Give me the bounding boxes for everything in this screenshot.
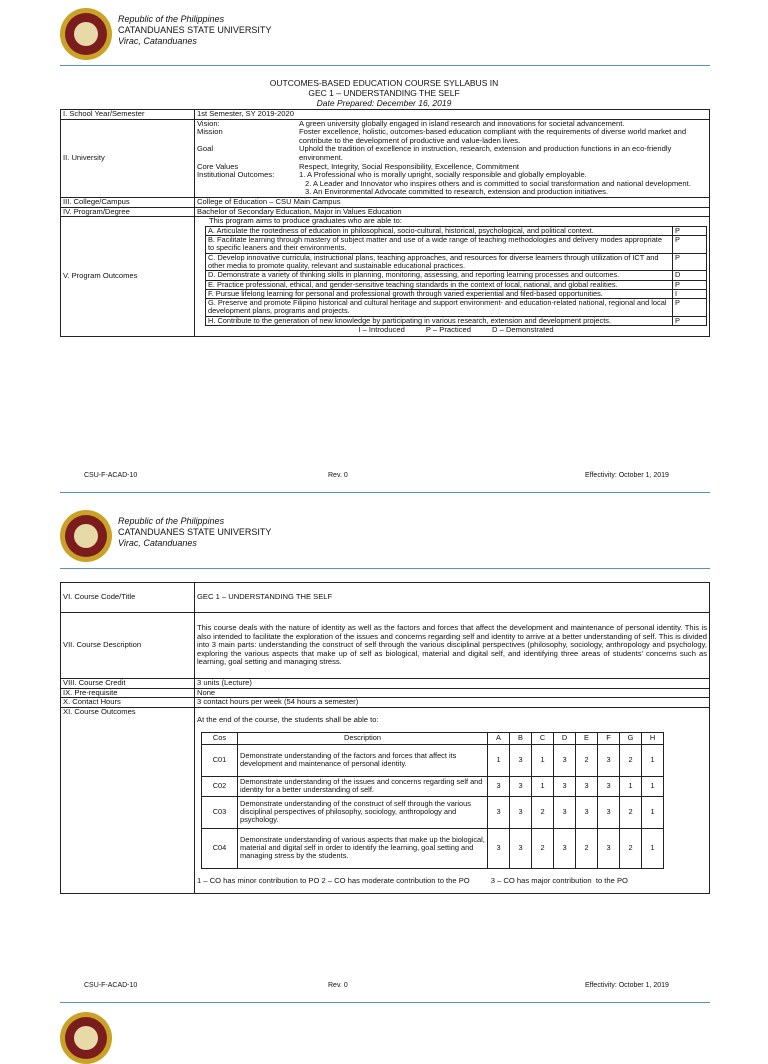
po-level: P xyxy=(673,316,707,325)
label-school-year: I. School Year/Semester xyxy=(61,110,195,120)
co-header: G xyxy=(620,733,642,744)
header-rule xyxy=(60,65,710,66)
co-score: 2 xyxy=(620,796,642,828)
po-text: C. Develop innovative curricula, instructional plans, teaching approaches, and resources for diverse learners through utilization of ICT and other media to promote quality, relevant and sustainable educational practices. xyxy=(206,253,673,271)
institutional-outcomes-label: Institutional Outcomes: xyxy=(197,170,275,180)
form-code: CSU-F-ACAD-10 xyxy=(84,472,138,479)
co-score: 1 xyxy=(488,744,510,776)
value-program: Bachelor of Secondary Education, Major in Values Education xyxy=(195,207,710,217)
value-course-description: This course deals with the nature of identity as well as the factors and forces that affect the development and maintenance of personal identity. This is also intended to facilitate the exploration of the issues and concerns regarding self and identity to arrive at a better understanding of self. This is divided into 3 main parts: understanding the construct of self through the various disciplinal perspectives (philosophy, sociology, anthropology and psychology, exploring the various aspects that make up of self as biological, material and digital self, and identifying three areas of students' concerns such as learning, goal setting and managing stress. xyxy=(195,613,710,679)
co-score: 3 xyxy=(598,744,620,776)
co-score: 2 xyxy=(576,828,598,868)
po-text: H. Contribute to the generation of new knowledge by participating in various research, extension and development projects. xyxy=(206,316,673,325)
program-outcomes-cell xyxy=(195,217,710,336)
institutional-outcome-3: 3. An Environmental Advocate committed to research, extension and production initiatives. xyxy=(305,187,609,197)
university-seal-icon xyxy=(60,1012,112,1064)
co-intro: At the end of the course, the students shall be able to: xyxy=(197,714,379,724)
date-prepared: Date Prepared: December 16, 2019 xyxy=(316,98,452,108)
course-outcomes-table xyxy=(201,732,664,868)
co-score: 3 xyxy=(488,828,510,868)
program-outcomes-table xyxy=(205,226,707,326)
row-course-outcomes xyxy=(61,707,710,893)
row-school-year xyxy=(61,110,710,120)
po-row xyxy=(206,271,707,280)
row-prerequisite xyxy=(61,688,710,698)
po-level: I xyxy=(673,289,707,298)
label-program: IV. Program/Degree xyxy=(61,207,195,217)
value-course-code: GEC 1 – UNDERSTANDING THE SELF xyxy=(195,583,710,613)
row-college xyxy=(61,197,710,207)
co-score: 3 xyxy=(510,828,532,868)
co-score: 2 xyxy=(532,828,554,868)
form-code: CSU-F-ACAD-10 xyxy=(84,982,138,989)
row-program-outcomes xyxy=(61,217,710,336)
mission-text: Foster excellence, holistic, outcomes-based education compliant with the requirements of diverse world market and contribute to the development of productive and value-laden lives. xyxy=(299,127,687,145)
co-header: Cos xyxy=(202,733,238,744)
value-school-year: 1st Semester, SY 2019-2020 xyxy=(195,110,710,120)
co-header: H xyxy=(642,733,664,744)
po-level: P xyxy=(673,236,707,254)
co-score: 1 xyxy=(642,776,664,796)
po-intro: This program aims to produce graduates who are able to: xyxy=(209,216,402,226)
co-header: B xyxy=(510,733,532,744)
co-header: A xyxy=(488,733,510,744)
header-location: Virac, Catanduanes xyxy=(118,538,197,548)
core-values-label: Core Values xyxy=(197,161,239,171)
syllabus-title xyxy=(0,78,768,108)
co-score: 3 xyxy=(510,796,532,828)
po-row xyxy=(206,236,707,254)
label-course-description: VII. Course Description xyxy=(61,613,195,679)
co-score: 3 xyxy=(576,776,598,796)
co-score: 3 xyxy=(554,776,576,796)
co-description: Demonstrate understanding of various aspects that make up the biological, material and digital self in order to identify the learning, goal setting and managing stress by the students. xyxy=(238,828,488,868)
co-header: D xyxy=(554,733,576,744)
co-score: 3 xyxy=(576,796,598,828)
po-level: P xyxy=(673,253,707,271)
co-score: 3 xyxy=(488,776,510,796)
label-course-code: VI. Course Code/Title xyxy=(61,583,195,613)
co-row xyxy=(202,776,664,796)
label-course-credit: VIII. Course Credit xyxy=(61,679,195,689)
revision: Rev. 0 xyxy=(328,982,348,989)
vision-label: Vision: xyxy=(197,118,220,128)
co-score: 3 xyxy=(488,796,510,828)
co-score: 1 xyxy=(642,744,664,776)
header-university: CATANDUANES STATE UNIVERSITY xyxy=(118,527,272,537)
institutional-outcome-2: 2. A Leader and Innovator who inspires others and is committed to social transformation and national development. xyxy=(305,178,691,188)
effectivity: Effectivity: October 1, 2019 xyxy=(585,982,669,989)
row-course-description xyxy=(61,613,710,679)
footer-rule xyxy=(60,492,710,493)
po-text: A. Articulate the rootedness of education in philosophical, socio-cultural, historical, psychological, and political context. xyxy=(206,226,673,235)
po-row xyxy=(206,280,707,289)
co-legend: 1 – CO has minor contribution to PO 2 – CO has moderate contribution to the PO 3 – CO has major contribution to the PO xyxy=(197,875,628,885)
vision-text: A green university globally engaged in island research and innovations for societal advancement. xyxy=(299,118,625,128)
co-score: 1 xyxy=(642,828,664,868)
effectivity: Effectivity: October 1, 2019 xyxy=(585,472,669,479)
co-header: Description xyxy=(238,733,488,744)
co-score: 2 xyxy=(576,744,598,776)
university-seal-icon xyxy=(60,8,112,60)
co-description: Demonstrate understanding of the construct of self through the various disciplinal perspectives of philosophy, sociology, anthropology and psychology. xyxy=(238,796,488,828)
footer-rule xyxy=(60,1002,710,1003)
co-score: 2 xyxy=(620,828,642,868)
goal-label: Goal xyxy=(197,144,214,154)
co-score: 3 xyxy=(554,828,576,868)
header-republic: Republic of the Philippines xyxy=(118,516,225,526)
co-header: C xyxy=(532,733,554,744)
co-score: 3 xyxy=(598,796,620,828)
po-legend: I – Introduced P – Practiced D – Demonstrated xyxy=(358,324,554,334)
course-outcomes-cell xyxy=(195,707,710,893)
co-score: 3 xyxy=(554,744,576,776)
co-score: 3 xyxy=(598,828,620,868)
institutional-outcome-1: 1. A Professional who is morally upright, socially responsible and globally employable. xyxy=(299,170,587,180)
po-level: P xyxy=(673,226,707,235)
co-row xyxy=(202,796,664,828)
header-location: Virac, Catanduanes xyxy=(118,36,197,46)
po-row xyxy=(206,299,707,317)
university-details xyxy=(195,119,710,197)
label-course-outcomes: XI. Course Outcomes xyxy=(61,707,195,893)
co-description: Demonstrate understanding of the factors and forces that affect its development and maintenance of personal identity. xyxy=(238,744,488,776)
co-score: 2 xyxy=(532,796,554,828)
value-course-credit: 3 units (Lecture) xyxy=(195,679,710,689)
header-republic: Republic of the Philippines xyxy=(118,14,225,24)
co-score: 3 xyxy=(598,776,620,796)
goal-text: Uphold the tradition of excellence in instruction, research, extension and production functions in an eco-friendly environment. xyxy=(299,144,672,162)
mission-label: Mission xyxy=(197,127,223,137)
row-contact-hours xyxy=(61,698,710,708)
co-score: 3 xyxy=(510,776,532,796)
po-text: B. Facilitate learning through mastery of subject matter and use of a wide range of teaching methodologies and delivery modes appropriate to specific leaners and their environments. xyxy=(206,236,673,254)
co-score: 3 xyxy=(510,744,532,776)
page2-header xyxy=(60,510,710,566)
co-score: 2 xyxy=(620,744,642,776)
syllabus-table-page1 xyxy=(60,109,710,337)
co-score: 1 xyxy=(532,744,554,776)
po-text: F. Pursue lifelong learning for personal and professional growth through varied experiential and filed-based opportunities. xyxy=(206,289,673,298)
syllabus-table-page2 xyxy=(60,582,710,894)
row-course-credit xyxy=(61,679,710,689)
value-prerequisite: None xyxy=(195,688,710,698)
co-code: C01 xyxy=(202,744,238,776)
po-text: E. Practice professional, ethical, and gender-sensitive teaching standards in the context of local, national, and global realities. xyxy=(206,280,673,289)
po-text: G. Preserve and promote Filipino historical and cultural heritage and support environment- and education-related national, regional and local development plans, programs and projects. xyxy=(206,299,673,317)
po-level: P xyxy=(673,280,707,289)
co-header: E xyxy=(576,733,598,744)
co-description: Demonstrate understanding of the issues and concerns regarding self and identity for a better understanding of self. xyxy=(238,776,488,796)
co-code: C04 xyxy=(202,828,238,868)
co-code: C03 xyxy=(202,796,238,828)
po-level: D xyxy=(673,271,707,280)
co-row xyxy=(202,744,664,776)
label-prerequisite: IX. Pre-requisite xyxy=(61,688,195,698)
title-line2: GEC 1 – UNDERSTANDING THE SELF xyxy=(308,88,460,98)
po-level: P xyxy=(673,299,707,317)
value-contact-hours: 3 contact hours per week (54 hours a semester) xyxy=(195,698,710,708)
po-text: D. Demonstrate a variety of thinking skills in planning, monitoring, assessing, and reporting learning processes and outcomes. xyxy=(206,271,673,280)
row-university xyxy=(61,119,710,197)
co-header-row xyxy=(202,733,664,744)
po-row xyxy=(206,253,707,271)
spacer xyxy=(197,180,299,189)
label-university: II. University xyxy=(61,119,195,197)
co-score: 1 xyxy=(642,796,664,828)
co-score: 3 xyxy=(554,796,576,828)
co-code: C02 xyxy=(202,776,238,796)
co-score: 1 xyxy=(620,776,642,796)
co-score: 1 xyxy=(532,776,554,796)
university-seal-icon xyxy=(60,510,112,562)
revision: Rev. 0 xyxy=(328,472,348,479)
label-contact-hours: X. Contact Hours xyxy=(61,698,195,708)
header-university: CATANDUANES STATE UNIVERSITY xyxy=(118,25,272,35)
core-values-text: Respect, Integrity, Social Responsibility, Excellence, Commitment xyxy=(299,161,520,171)
row-course-code xyxy=(61,583,710,613)
co-header: F xyxy=(598,733,620,744)
co-row xyxy=(202,828,664,868)
page1-header xyxy=(60,8,710,64)
value-college: College of Education – CSU Main Campus xyxy=(195,197,710,207)
label-program-outcomes: V. Program Outcomes xyxy=(61,217,195,336)
spacer xyxy=(197,188,299,197)
header-rule xyxy=(60,568,710,569)
label-college: III. College/Campus xyxy=(61,197,195,207)
title-line1: OUTCOMES-BASED EDUCATION COURSE SYLLABUS IN xyxy=(269,78,499,88)
